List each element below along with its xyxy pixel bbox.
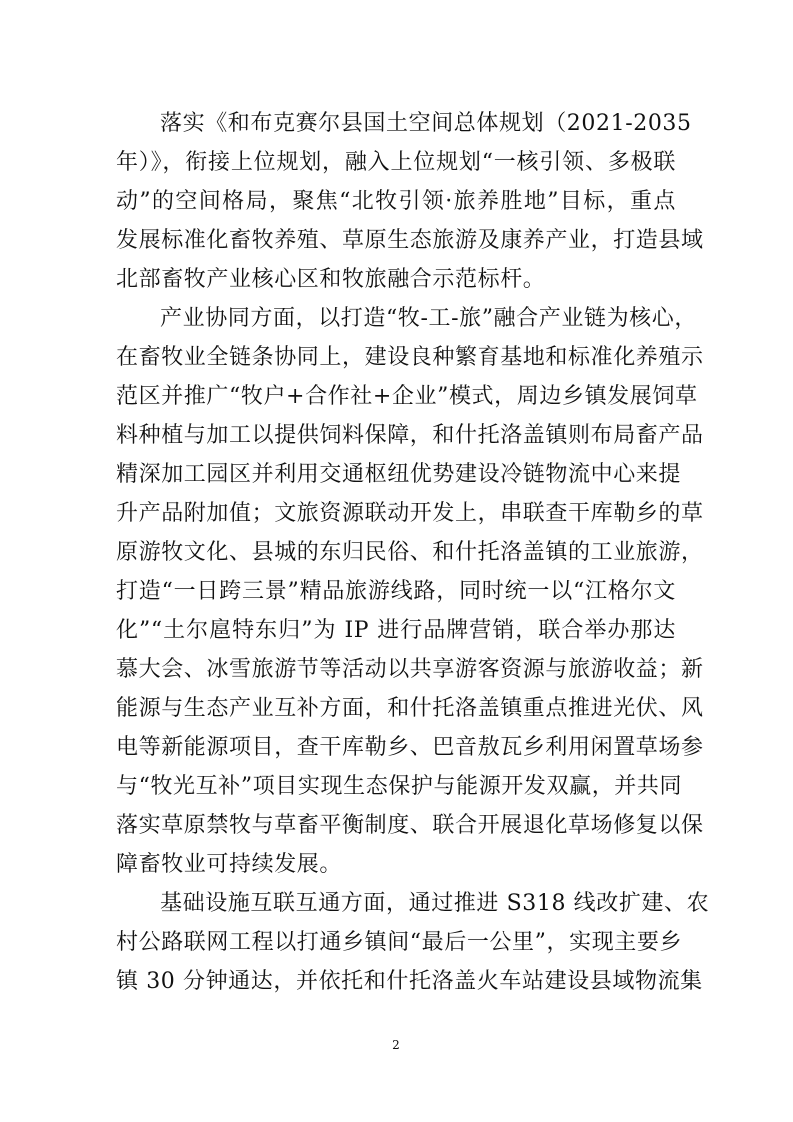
paragraph-2-line-14: 落实草原禁牧与草畜平衡制度、联合开展退化草场修复以保 xyxy=(116,813,704,838)
paragraph-2-line-2: 在畜牧业全链条协同上，建设良种繁育基地和标准化养殖示 xyxy=(116,345,704,370)
paragraph-2-line-9: 化”“土尔扈特东归”为 IP 进行品牌营销，联合举办那达 xyxy=(116,618,676,643)
paragraph-2-line-12: 电等新能源项目，查干库勒乡、巴音敖瓦乡利用闲置草场参 xyxy=(116,735,704,760)
paragraph-2-line-5: 精深加工园区并利用交通枢纽优势建设冷链物流中心来提 xyxy=(116,462,682,487)
paragraph-2-line-13: 与“牧光互补”项目实现生态保护与能源开发双赢，并共同 xyxy=(116,774,683,799)
paragraph-1-line-5: 北部畜牧产业核心区和牧旅融合示范标杆。 xyxy=(116,267,546,292)
paragraph-1-line-4: 发展标准化畜牧养殖、草原生态旅游及康养产业，打造县域 xyxy=(116,228,704,253)
paragraph-2-line-8: 打造“一日跨三景”精品旅游线路，同时统一以“江格尔文 xyxy=(116,579,676,604)
paragraph-2-line-4: 料种植与加工以提供饲料保障，和什托洛盖镇则布局畜产品 xyxy=(116,423,704,448)
paragraph-3-line-2: 村公路联网工程以打通乡镇间“最后一公里”，实现主要乡 xyxy=(116,930,683,955)
paragraph-2-line-6: 升产品附加值；文旅资源联动开发上，串联查干库勒乡的草 xyxy=(116,501,704,526)
paragraph-2-line-10: 慕大会、冰雪旅游节等活动以共享游客资源与旅游收益；新 xyxy=(116,657,704,682)
paragraph-1-line-1: 落实《和布克赛尔县国土空间总体规划（2021-2035 xyxy=(160,111,692,136)
paragraph-2-line-3: 范区并推广“牧户+合作社+企业”模式，周边乡镇发展饲草 xyxy=(116,384,698,409)
paragraph-3-line-1: 基础设施互联互通方面，通过推进 S318 线改扩建、农 xyxy=(160,891,710,916)
paragraph-2-line-1: 产业协同方面，以打造“牧-工-旅”融合产业链为核心， xyxy=(160,306,697,331)
paragraph-2-line-7: 原游牧文化、县城的东归民俗、和什托洛盖镇的工业旅游， xyxy=(116,540,704,565)
paragraph-1-line-2: 年）》，衔接上位规划，融入上位规划“一核引领、多极联 xyxy=(116,150,676,175)
paragraph-3-line-3: 镇 30 分钟通达，并依托和什托洛盖火车站建设县域物流集 xyxy=(116,969,703,994)
paragraph-2-line-11: 能源与生态产业互补方面，和什托洛盖镇重点推进光伏、风 xyxy=(116,696,704,721)
page-number: 2 xyxy=(392,1038,400,1052)
paragraph-2-line-15: 障畜牧业可持续发展。 xyxy=(116,852,343,877)
paragraph-1-line-3: 动”的空间格局，聚焦“北牧引领·旅养胜地”目标，重点 xyxy=(116,189,676,214)
